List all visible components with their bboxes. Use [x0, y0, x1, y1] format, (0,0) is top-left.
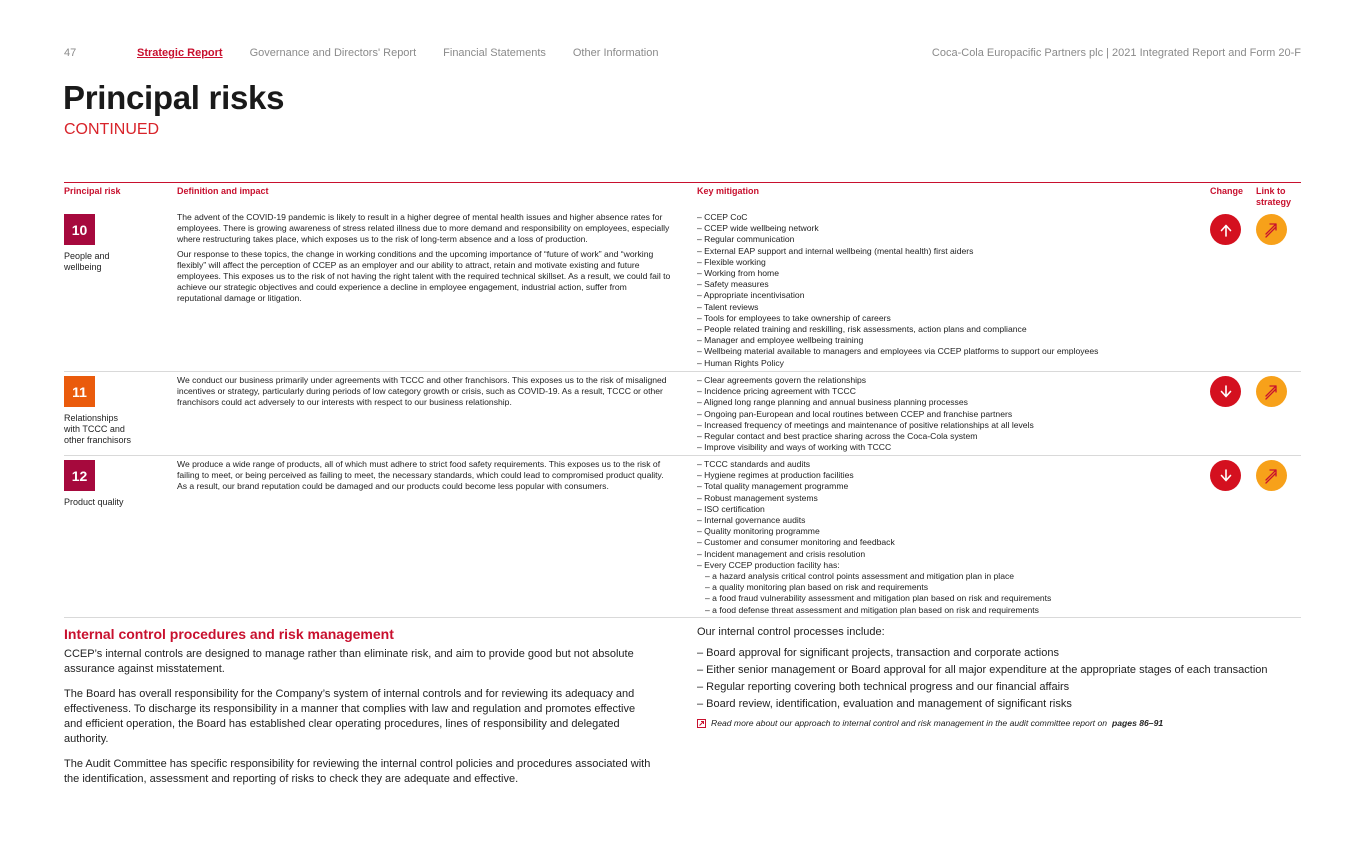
read-more-pages[interactable]: pages 86–91 [1112, 718, 1164, 728]
internal-control-item: – Regular reporting covering both technical progress and our financial affairs [697, 681, 1070, 693]
mitigation-subitem: – a hazard analysis critical control points assessment and mitigation plan in place [705, 571, 1015, 582]
body-paragraph: The Board has overall responsibility for the Company’s system of internal controls and for reviewing its adequacy and effectiveness. To discharge its responsibility in a manner that complies with law and regulation and promotes effective and efficient operation, the Board has established clear operating procedures, lines of responsibility and delegated authority. [64, 688, 636, 745]
risk-name-line: Relationships [64, 413, 119, 423]
mitigation-item: – Safety measures [697, 279, 769, 290]
internal-control-item: – Board review, identification, evaluation and management of significant risks [697, 698, 1072, 710]
mitigation-item: – Quality monitoring programme [697, 526, 820, 537]
row-divider [64, 371, 1301, 372]
page-subtitle: CONTINUED [64, 121, 160, 138]
mitigation-list [697, 375, 1197, 453]
internal-control-heading: Internal control procedures and risk management [64, 626, 394, 642]
strategy-growth-icon [1256, 376, 1287, 407]
top-navigation [64, 47, 1301, 61]
risk-name-line: with TCCC and [64, 424, 125, 434]
mitigation-item: – Total quality management programme [697, 481, 849, 492]
internal-control-item: – Board approval for significant projects, transaction and corporate actions [697, 647, 1059, 659]
mitigation-item: – Manager and employee wellbeing training [697, 335, 864, 346]
risk-name-line: wellbeing [64, 262, 102, 272]
mitigation-item: – Human Rights Policy [697, 357, 784, 368]
mitigation-subitem: – a quality monitoring plan based on risk and requirements [705, 582, 929, 593]
risk-number-badge: 12 [64, 460, 95, 491]
risk-number-badge: 10 [64, 214, 95, 245]
risk-definition [177, 375, 672, 409]
definition-paragraph: We conduct our business primarily under agreements with TCCC and other franchisors. This exposes us to the risk of misaligned incentives or strategy, particularly during periods of low category growth or crisis, such as COVID-19. As a result, TCCC or other franchisors could act adversely to our interests with respect to our business relationship. [177, 375, 667, 408]
body-paragraph: CCEP’s internal controls are designed to manage rather than eliminate risk, and aim to provide good but not absolute assurance against misstatement. [64, 648, 634, 675]
nav-link-governance[interactable]: Governance and Directors' Report [249, 47, 417, 59]
col-header-strategy-line2: strategy [1256, 197, 1292, 207]
risk-name [64, 497, 169, 508]
document-title: Coca-Cola Europacific Partners plc | 2021 Integrated Report and Form 20-F [931, 47, 1301, 59]
mitigation-item: – Aligned long range planning and annual business planning processes [697, 397, 968, 408]
mitigation-subitem: – a food defense threat assessment and mitigation plan based on risk and requirements [705, 604, 1039, 615]
risk-name [64, 413, 169, 446]
strategy-growth-icon [1256, 214, 1287, 245]
mitigation-item: – ISO certification [697, 503, 765, 514]
mitigation-item: – Tools for employees to take ownership of careers [697, 312, 891, 323]
mitigation-item: – Flexible working [697, 256, 766, 267]
risk-name-line: other franchisors [64, 435, 132, 445]
row-divider [64, 455, 1301, 456]
nav-link-strategic-report[interactable]: Strategic Report [137, 47, 223, 59]
risk-number-badge: 11 [64, 376, 95, 407]
risk-definition [177, 212, 672, 305]
strategy-growth-icon [1256, 460, 1287, 491]
mitigation-item: – Customer and consumer monitoring and feedback [697, 537, 895, 548]
change-increased-icon [1210, 214, 1241, 245]
nav-link-other-information[interactable]: Other Information [572, 47, 659, 59]
mitigation-item: – People related training and reskilling, risk assessments, action plans and compliance [697, 324, 1027, 335]
risk-name [64, 251, 169, 273]
mitigation-item: – Hygiene regimes at production facilities [697, 470, 854, 481]
mitigation-item: – Internal governance audits [697, 515, 806, 526]
mitigation-list [697, 459, 1197, 616]
col-header-strategy [1256, 186, 1291, 208]
section-nav [137, 47, 658, 59]
page-reference-icon [697, 719, 706, 728]
mitigation-item: – CCEP CoC [697, 212, 748, 222]
nav-link-financial-statements[interactable]: Financial Statements [443, 47, 546, 59]
col-header-mitigation: Key mitigation [697, 186, 760, 196]
mitigation-item: – Improve visibility and ways of working with TCCC [697, 442, 892, 453]
mitigation-item: – Robust management systems [697, 492, 818, 503]
mitigation-item: – Wellbeing material available to managers and employees via CCEP platforms to support our employees [697, 346, 1099, 357]
mitigation-item: – External EAP support and internal wellbeing (mental health) first aiders [697, 245, 974, 256]
page-number: 47 [64, 47, 77, 59]
change-decreased-icon [1210, 376, 1241, 407]
definition-paragraph: We produce a wide range of products, all of which must adhere to strict food safety requirements. This exposes us to the risk of failing to meet, or being perceived as failing to meet, the necessary standards, which could lead to compromised product quality. As a result, our brand reputation could be damaged and our products could become less popular with consumers. [177, 459, 664, 492]
mitigation-item: – Every CCEP production facility has: [697, 559, 840, 570]
risk-name-line: Product quality [64, 497, 124, 507]
risk-name-line: People and [64, 251, 110, 261]
table-top-rule [64, 182, 1301, 183]
risk-definition [177, 459, 672, 493]
mitigation-item: – Ongoing pan-European and local routines between CCEP and franchise partners [697, 408, 1013, 419]
mitigation-item: – CCEP wide wellbeing network [697, 223, 819, 234]
col-header-strategy-line1: Link to [1256, 186, 1286, 196]
definition-paragraph: Our response to these topics, the change in working conditions and the upcoming importance of “future of work” and “working flexibly” will affect the perception of CCEP as an employer and our ability to attract, retain and motivate existing and future employees. This exposes us to the risk of not having the right talent with the required technical skillset. As a result, we could fail to achieve our strategic objectives and could experience a decline in employee engagement, industrial action, suffer from reputational damage or litigation. [177, 248, 671, 304]
mitigation-item: – TCCC standards and audits [697, 459, 811, 469]
mitigation-item: – Incident management and crisis resolution [697, 548, 866, 559]
mitigation-item: – Regular contact and best practice sharing across the Coca-Cola system [697, 431, 978, 442]
mitigation-item: – Increased frequency of meetings and maintenance of positive relationships at all levels [697, 419, 1034, 430]
internal-control-body [64, 647, 654, 797]
definition-paragraph: The advent of the COVID-19 pandemic is likely to result in a higher degree of mental health issues and higher absence rates for employees. There is growing awareness of stress related illness due to more demand and responsibility on employees, especially where restructuring takes place, which exposes us to the risk of long-term absence and a loss of production. [177, 212, 670, 245]
mitigation-item: – Clear agreements govern the relationships [697, 375, 867, 385]
body-paragraph: The Audit Committee has specific responsibility for reviewing the internal control policies and procedures associated with the identification, assessment and reporting of risks to check they are adequate and effective. [64, 758, 651, 785]
table-bottom-rule [64, 617, 1301, 618]
mitigation-item: – Talent reviews [697, 301, 759, 312]
col-header-definition: Definition and impact [177, 186, 269, 196]
mitigation-subitem: – a food fraud vulnerability assessment and mitigation plan based on risk and requirements [705, 593, 1052, 604]
col-header-change: Change [1210, 186, 1244, 196]
col-header-principal-risk: Principal risk [64, 186, 121, 196]
mitigation-list [697, 212, 1197, 369]
internal-control-list [697, 645, 1268, 713]
mitigation-item: – Appropriate incentivisation [697, 290, 805, 301]
page-title: Principal risks [63, 79, 285, 116]
read-more-link[interactable] [697, 718, 1163, 728]
mitigation-item: – Incidence pricing agreement with TCCC [697, 386, 856, 397]
read-more-text: Read more about our approach to internal control and risk management in the audit committee report on [711, 718, 1108, 728]
change-decreased-icon [1210, 460, 1241, 491]
internal-control-intro: Our internal control processes include: [697, 626, 885, 638]
mitigation-item: – Working from home [697, 268, 779, 279]
internal-control-item: – Either senior management or Board approval for all major expenditure at the appropriate stages of each transaction [697, 664, 1268, 676]
mitigation-item: – Regular communication [697, 234, 795, 245]
